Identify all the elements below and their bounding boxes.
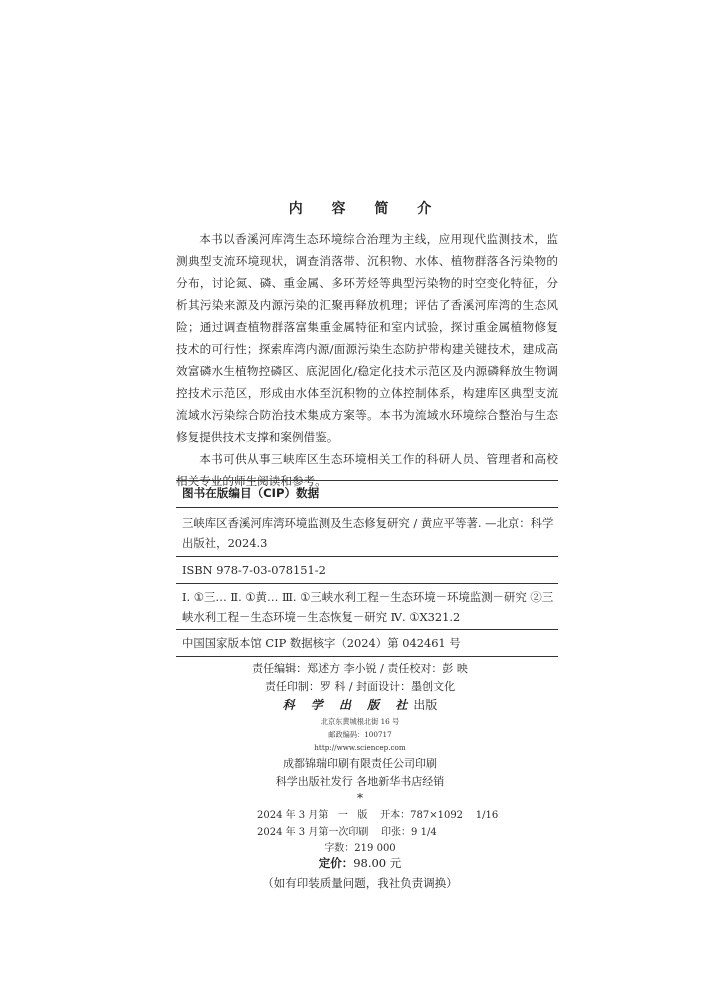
publisher-address: 北京东黄城根北街 16 号	[320, 717, 400, 726]
publisher-postcode: 邮政编码：100717	[328, 730, 392, 739]
summary-text	[176, 228, 558, 492]
word-count: 字数：219 000	[324, 843, 396, 854]
edition-line: 2024 年 3 月第 一 版 开本：787×1092 1/16	[257, 810, 499, 821]
price-value: 98.00 元	[353, 856, 402, 870]
cip-rule-2	[176, 556, 558, 557]
separator-star: *	[357, 791, 363, 805]
cip-rule-4	[176, 629, 558, 630]
publisher-name	[0, 696, 720, 713]
price-label: 定价：	[318, 856, 354, 870]
cip-heading: 图书在版编目（CIP）数据	[182, 486, 320, 500]
printing-line: 2024 年 3 月第一次印刷 印张：9 1/4	[257, 827, 437, 838]
cip-top-rule	[176, 480, 558, 481]
cip-isbn: ISBN 978-7-03-078151-2	[182, 563, 326, 577]
distribution-line: 科学出版社发行 各地新华书店经销	[275, 775, 445, 788]
quality-notice: （如有印装质量问题，我社负责调换）	[262, 876, 458, 890]
summary-paragraph-2: 本书可供从事三峡库区生态环境相关工作的科研人员、管理者和高校相关专业的师生阅读和参考。	[176, 452, 558, 488]
publisher-suffix: 出版	[413, 698, 438, 712]
publisher-logo-text: 科 学 出 版 社	[282, 698, 414, 712]
cip-library-number: 中国国家版本馆 CIP 数据核字（2024）第 042461 号	[182, 636, 461, 650]
page-title: 内 容 简 介	[288, 201, 444, 217]
price-line	[0, 855, 720, 871]
cip-bottom-rule	[176, 656, 558, 657]
cip-title-line: 三峡库区香溪河库湾环境监测及生态修复研究 / 黄应平等著. —北京：科学出版社，2024.3	[182, 516, 554, 550]
editor-credits: 责任编辑：郑述方 李小锐 / 责任校对：彭 映	[252, 662, 468, 675]
publisher-website: http://www.sciencep.com	[314, 743, 406, 752]
summary-paragraph-1: 本书以香溪河库湾生态环境综合治理为主线，应用现代监测技术，监测典型支流环境现状，调查消落带、沉积物、水体、植物群落各污染物的分布，讨论氮、磷、重金属、多环芳烃等典型污染物的时空变化特征，分析其污染来源及内源污染的汇聚再释放机理；评估了香溪河库湾的生态风险；通过调查植物群落富集重金属特征和室内试验，探讨重金属植物修复技术的可行性；探索库湾内源/面源污染生态防护带构建关键技术，建成高效富磷水生植物控磷区、底泥固化/稳定化技术示范区及内源磷释放生物调控技术示范区，形成由水体至沉积物的立体控制体系，构建库区典型支流流域水污染综合防治技术集成方案等。本书为流域水环境综合整治与生态修复提供技术支撑和案例借鉴。	[176, 232, 558, 444]
printer-line: 成都锦瑞印刷有限责任公司印刷	[283, 757, 437, 770]
production-credits: 责任印制：罗 科 / 封面设计：墨创文化	[264, 680, 456, 693]
cip-rule-3	[176, 583, 558, 584]
cip-heading-rule	[176, 507, 558, 508]
cip-classification: Ⅰ. ①三… Ⅱ. ①黄… Ⅲ. ①三峡水利工程－生态环境－环境监测－研究 ②三峡水利工程－生态环境－生态恢复－研究 Ⅳ. ①X321.2	[182, 590, 554, 624]
